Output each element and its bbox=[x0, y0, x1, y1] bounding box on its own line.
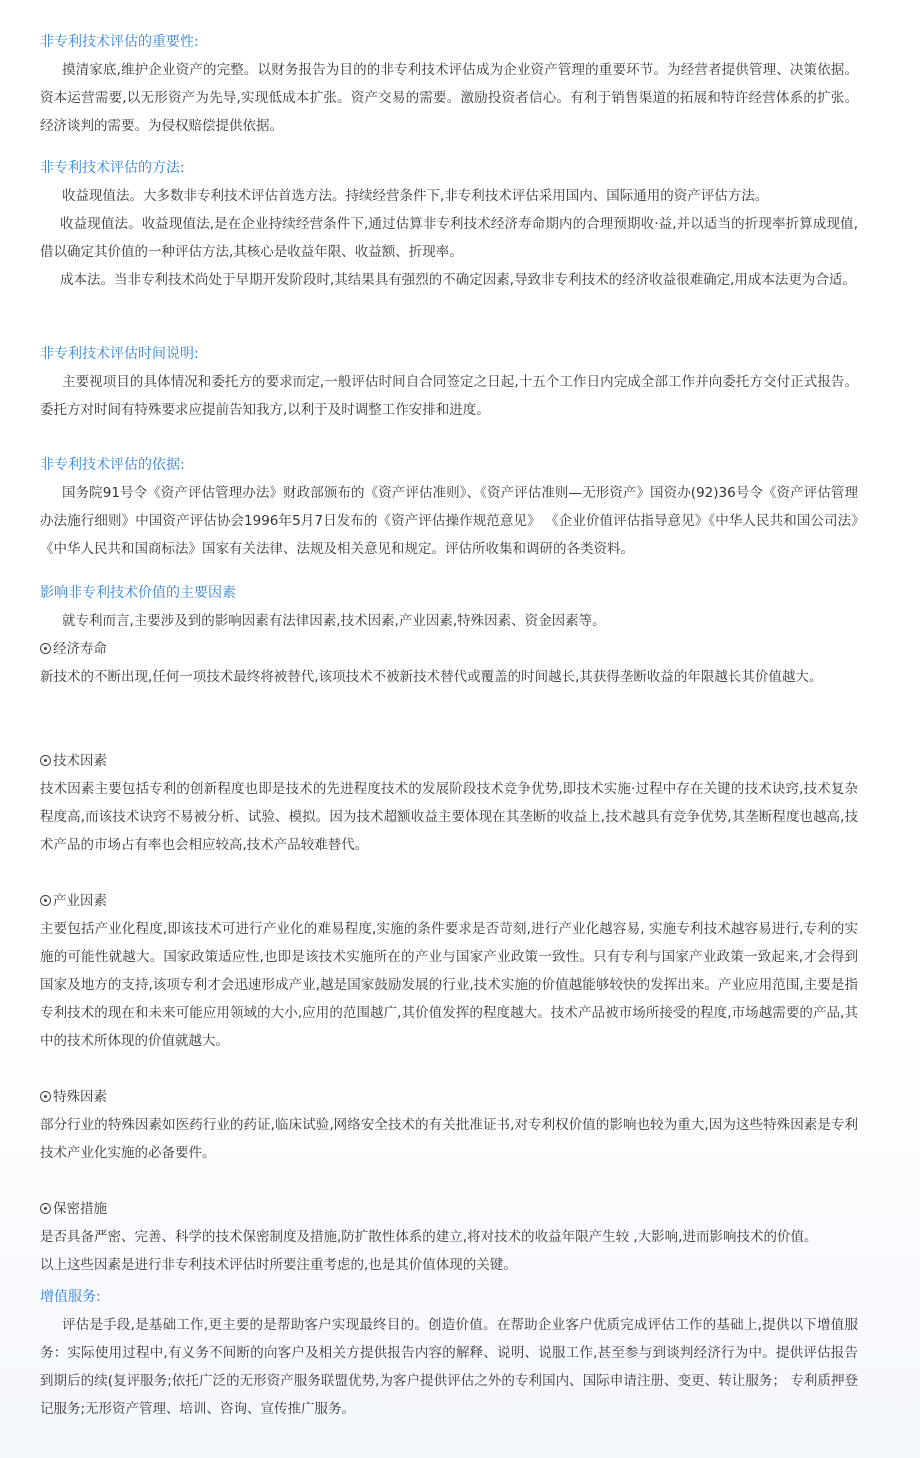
timing-heading: 非专利技术评估时间说明: bbox=[40, 346, 199, 362]
importance-paragraph: 摸清家底,维护企业资产的完整。以财务报告为目的的非专利技术评估成为企业资产管理的重要环节。为经营者提供管理、决策依据。资本运营需要,以无形资产为先导,实现低成本扩张。资产交易的需要。激励投资者信心。有利于销售渠道的拓展和特许经营体系的扩张。经济谈判的需要。为侵权赔偿提供依据。 bbox=[40, 62, 858, 134]
circle-bullet-icon bbox=[40, 1203, 51, 1214]
methods-line-1: 收益现值法。大多数非专利技术评估首选方法。持续经营条件下,非专利技术评估采用国内、国际通用的资产评估方法。 bbox=[62, 188, 769, 204]
importance-heading: 非专利技术评估的重要性: bbox=[40, 34, 199, 50]
secrecy-bullet bbox=[40, 1195, 107, 1223]
circle-bullet-icon bbox=[40, 643, 51, 654]
special-paragraph: 部分行业的特殊因素如医药行业的药证,临床试验,网络安全技术的有关批准证书,对专利权价值的影响也较为重大,因为这些特殊因素是专利技术产业化实施的必备要件。 bbox=[40, 1117, 858, 1161]
industry-label: 产业因素 bbox=[53, 893, 107, 909]
industry-bullet bbox=[40, 887, 107, 915]
timing-paragraph: 主要视项目的具体情况和委托方的要求而定,一般评估时间自合同签定之日起,十五个工作日内完成全部工作并向委托方交付正式报告。委托方对时间有特殊要求应提前告知我方,以利于及时调整工作安排和进度。 bbox=[40, 374, 858, 418]
secrecy-paragraph: 是否具备严密、完善、科学的技术保密制度及措施,防扩散性体系的建立,将对技术的收益年限产生较 ,大影响,进而影响技术的价值。 bbox=[40, 1229, 818, 1245]
special-label: 特殊因素 bbox=[53, 1089, 107, 1105]
circle-bullet-icon bbox=[40, 1091, 51, 1102]
services-paragraph: 评估是手段,是基础工作,更主要的是帮助客户实现最终目的。创造价值。在帮助企业客户优质完成评估工作的基础上,提供以下增值服务：实际使用过程中,有义务不间断的向客户及相关方提供报告内容的解释、说明、说服工作,甚至参与到谈判经济行为中。提供评估报告到期后的续(复评服务;依托广泛的无形资产服务联盟优势,为客户提供评估之外的专利国内、国际申请注册、变更、转让服务； 专利质押登记服务;无形资产管理、培训、咨询、宣传推广服务。 bbox=[40, 1317, 858, 1417]
special-bullet bbox=[40, 1083, 107, 1111]
life-paragraph: 新技术的不断出现,任何一项技术最终将被替代,该项技术不被新技术替代或覆盖的时间越长,其获得垄断收益的年限越长其价值越大。 bbox=[40, 669, 823, 685]
methods-line-2: 收益现值法。收益现值法,是在企业持续经营条件下,通过估算非专利技术经济寿命期内的合理预期收·益,并以适当的折现率折算成现值,借以确定其价值的一种评估方法,其核心是收益年限、收益额、折现率。 bbox=[40, 216, 858, 260]
factors-summary: 以上这些因素是进行非专利技术评估时所要注重考虑的,也是其价值体现的关键。 bbox=[40, 1257, 517, 1273]
factors-heading: 影响非专利技术价值的主要因素 bbox=[40, 585, 236, 601]
tech-label: 技术因素 bbox=[53, 753, 107, 769]
circle-bullet-icon bbox=[40, 755, 51, 766]
circle-bullet-icon bbox=[40, 895, 51, 906]
tech-paragraph: 技术因素主要包括专利的创新程度也即是技术的先进程度技术的发展阶段技术竞争优势,即技术实施·过程中存在关键的技术诀窍,技术复杂程度高,而该技术诀窍不易被分析、试验、模拟。因为技术超额收益主要体现在其垄断的收益上,技术越具有竞争优势,其垄断程度也越高,技术产品的市场占有率也会相应较高,技术产品较难替代。 bbox=[40, 781, 858, 853]
factors-intro: 就专利而言,主要涉及到的影响因素有法律因素,技术因素,产业因素,特殊因素、资金因素等。 bbox=[62, 613, 606, 629]
basis-heading: 非专利技术评估的依据: bbox=[40, 457, 185, 473]
basis-paragraph: 国务院91号令《资产评估管理办法》财政部颁布的《资产评估准则》、《资产评估准则—无形资产》国资办(92)36号令《资产评估管理办法施行细则》中国资产评估协会1996年5月7日发布的《资产评估操作规范意见》 《企业价值评估指导意见》《中华人民共和国公司法》《中华人民共和国商标法》国家有关法律、法规及相关意见和规定。评估所收集和调研的各类资料。 bbox=[40, 485, 858, 557]
life-label: 经济寿命 bbox=[53, 641, 107, 657]
tech-bullet bbox=[40, 747, 107, 775]
services-heading: 增值服务: bbox=[40, 1289, 101, 1305]
life-bullet bbox=[40, 635, 107, 663]
industry-paragraph: 主要包括产业化程度,即该技术可进行产业化的难易程度,实施的条件要求是否苛刻,进行产业化越容易, 实施专利技术越容易进行,专利的实施的可能性就越大。国家政策适应性,也即是该技术实施所在的产业与国家产业政策一致性。只有专利与国家产业政策一致起来,才会得到国家及地方的支持,该项专利才会迅速形成产业,越是国家鼓励发展的行业,技术实施的价值越能够较快的发挥出来。产业应用范围,主要是指专利技术的现在和未来可能应用领域的大小,应用的范围越广,其价值发挥的程度越大。技术产品被市场所接受的程度,市场越需要的产品,其中的技术所体现的价值就越大。 bbox=[40, 921, 858, 1049]
methods-line-3: 成本法。当非专利技术尚处于早期开发阶段时,其结果具有强烈的不确定因素,导致非专利技术的经济收益很难确定,用成本法更为合适。 bbox=[60, 272, 856, 288]
secrecy-label: 保密措施 bbox=[53, 1201, 107, 1217]
methods-heading: 非专利技术评估的方法: bbox=[40, 160, 185, 176]
